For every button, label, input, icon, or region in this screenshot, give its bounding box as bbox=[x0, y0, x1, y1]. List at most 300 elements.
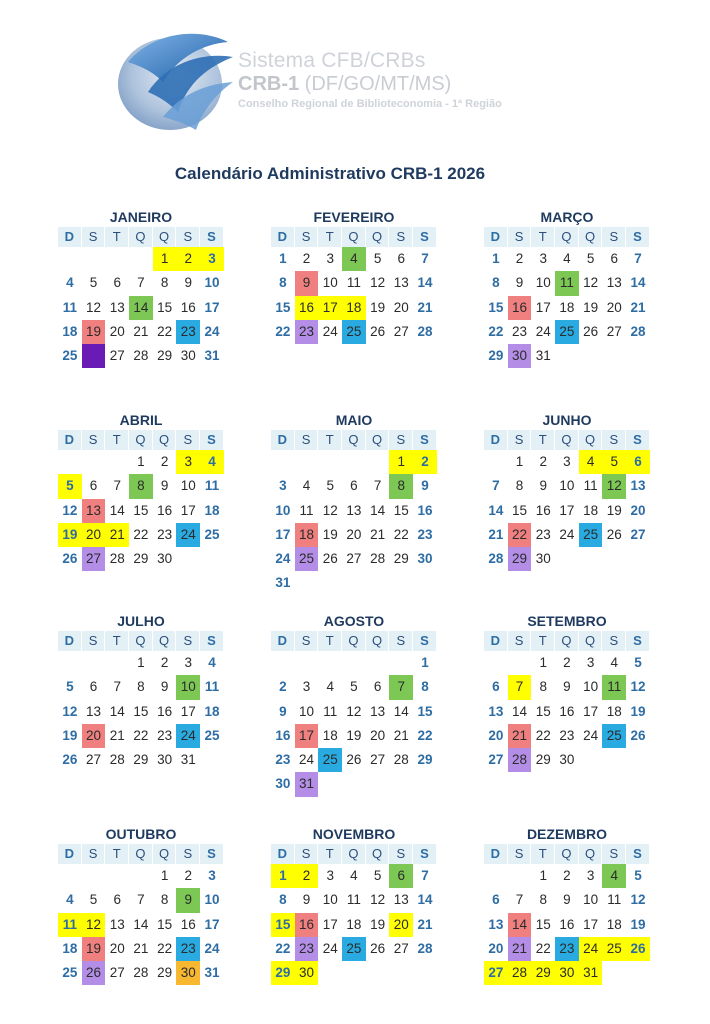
day-cell: 21 bbox=[370, 526, 386, 542]
day-cell: 28 bbox=[417, 323, 433, 339]
day-cell: 1 bbox=[271, 864, 295, 888]
weekday-header: Q bbox=[342, 430, 366, 450]
weekday-header: S bbox=[176, 631, 200, 651]
day-cell: 6 bbox=[89, 478, 98, 494]
day-cell: 26 bbox=[626, 937, 650, 961]
day-cell: 23 bbox=[555, 937, 579, 961]
day-cell: 19 bbox=[630, 703, 646, 719]
day-cell: 9 bbox=[421, 478, 429, 494]
empty-day-cell bbox=[342, 450, 366, 474]
day-cell: 17 bbox=[583, 916, 599, 932]
weekday-header: S bbox=[413, 430, 437, 450]
weekday-header: S bbox=[413, 844, 437, 864]
empty-day-cell bbox=[295, 450, 319, 474]
day-cell: 28 bbox=[133, 348, 149, 364]
weekday-header: D bbox=[271, 227, 295, 247]
weekday-header: S bbox=[295, 227, 319, 247]
day-cell: 28 bbox=[508, 961, 532, 985]
weekday-header: S bbox=[508, 631, 532, 651]
day-cell: 29 bbox=[271, 961, 295, 985]
day-cell: 15 bbox=[133, 703, 149, 719]
day-cell: 31 bbox=[579, 961, 603, 985]
empty-day-cell bbox=[105, 864, 129, 888]
brand-council-name: Conselho Regional de Biblioteconomia - 1ª Região bbox=[238, 98, 502, 110]
day-cell: 12 bbox=[370, 892, 386, 908]
day-cell: 6 bbox=[113, 275, 121, 291]
weekday-header: T bbox=[531, 227, 555, 247]
weekday-header: S bbox=[82, 844, 106, 864]
day-cell: 17 bbox=[275, 526, 291, 542]
day-cell: 3 bbox=[184, 655, 193, 670]
weekday-header: Q bbox=[579, 631, 603, 651]
month-days-grid bbox=[58, 631, 224, 772]
day-cell: 11 bbox=[323, 703, 338, 719]
day-cell: 18 bbox=[295, 523, 319, 547]
day-cell: 17 bbox=[318, 296, 342, 320]
day-cell: 11 bbox=[299, 502, 314, 518]
day-cell: 10 bbox=[583, 679, 599, 695]
header bbox=[0, 0, 710, 150]
day-cell: 7 bbox=[421, 251, 429, 266]
weekday-header: S bbox=[295, 430, 319, 450]
day-cell: 9 bbox=[515, 275, 524, 291]
weekday-header: T bbox=[105, 430, 129, 450]
day-cell: 20 bbox=[389, 913, 413, 937]
day-cell: 16 bbox=[559, 916, 575, 932]
month-7 bbox=[58, 611, 224, 772]
day-cell: 30 bbox=[417, 551, 433, 567]
day-cell: 18 bbox=[583, 502, 599, 518]
day-cell: 24 bbox=[583, 727, 599, 743]
day-cell: 1 bbox=[279, 251, 287, 266]
weekday-header: D bbox=[58, 631, 82, 651]
day-cell: 12 bbox=[602, 474, 626, 498]
day-cell: 19 bbox=[58, 523, 82, 547]
day-cell: 16 bbox=[180, 916, 196, 932]
day-cell: 30 bbox=[176, 961, 200, 985]
day-cell: 7 bbox=[389, 675, 413, 699]
day-cell: 6 bbox=[373, 679, 382, 695]
day-cell: 9 bbox=[539, 478, 547, 494]
day-cell: 5 bbox=[602, 450, 626, 474]
empty-day-cell bbox=[295, 651, 319, 675]
empty-day-cell bbox=[366, 651, 390, 675]
day-cell: 26 bbox=[346, 752, 362, 768]
day-cell: 20 bbox=[606, 299, 622, 315]
day-cell: 2 bbox=[539, 454, 547, 469]
day-cell: 22 bbox=[535, 727, 551, 743]
day-cell: 11 bbox=[204, 478, 220, 494]
day-cell: 9 bbox=[295, 271, 319, 295]
empty-day-cell bbox=[318, 651, 342, 675]
month-6 bbox=[484, 410, 650, 571]
day-cell: 17 bbox=[180, 703, 196, 719]
weekday-header: Q bbox=[366, 631, 390, 651]
day-cell: 8 bbox=[539, 892, 547, 908]
day-cell: 12 bbox=[630, 679, 646, 695]
day-cell: 29 bbox=[417, 752, 433, 768]
day-cell: 5 bbox=[373, 868, 382, 883]
weekday-header: S bbox=[508, 430, 532, 450]
weekday-header: T bbox=[531, 430, 555, 450]
day-cell: 19 bbox=[583, 299, 599, 315]
day-cell: 4 bbox=[66, 892, 74, 908]
day-cell: 18 bbox=[204, 502, 220, 518]
weekday-header: S bbox=[626, 227, 650, 247]
day-cell: 5 bbox=[586, 251, 595, 266]
day-cell: 17 bbox=[583, 703, 599, 719]
day-cell: 4 bbox=[302, 478, 311, 494]
day-cell: 28 bbox=[393, 752, 409, 768]
day-cell: 13 bbox=[488, 703, 504, 719]
day-cell: 1 bbox=[421, 655, 429, 670]
month-2 bbox=[271, 207, 437, 344]
day-cell: 13 bbox=[86, 703, 102, 719]
day-cell: 20 bbox=[488, 727, 504, 743]
day-cell: 5 bbox=[89, 892, 98, 908]
day-cell: 21 bbox=[133, 323, 149, 339]
day-cell: 7 bbox=[137, 275, 145, 291]
day-cell: 3 bbox=[200, 247, 224, 271]
day-cell: 8 bbox=[279, 275, 287, 291]
month-12 bbox=[484, 824, 650, 985]
day-cell: 22 bbox=[157, 940, 173, 956]
day-cell: 1 bbox=[389, 450, 413, 474]
month-days-grid bbox=[484, 631, 650, 772]
day-cell: 8 bbox=[129, 474, 153, 498]
day-cell: 29 bbox=[157, 348, 173, 364]
crb-logo-icon bbox=[108, 22, 238, 137]
day-cell: 24 bbox=[322, 940, 338, 956]
weekday-header: S bbox=[626, 844, 650, 864]
day-cell: 12 bbox=[322, 502, 338, 518]
month-name: JANEIRO bbox=[109, 209, 173, 225]
day-cell: 29 bbox=[488, 348, 504, 364]
day-cell: 30 bbox=[157, 752, 173, 768]
day-cell: 23 bbox=[512, 323, 528, 339]
weekday-header: S bbox=[602, 844, 626, 864]
day-cell: 13 bbox=[109, 299, 125, 315]
day-cell: 8 bbox=[539, 679, 547, 695]
day-cell: 19 bbox=[346, 727, 362, 743]
day-cell: 8 bbox=[160, 275, 169, 291]
day-cell: 25 bbox=[342, 320, 366, 344]
day-cell: 15 bbox=[275, 299, 291, 315]
weekday-header: S bbox=[508, 227, 532, 247]
weekday-header: S bbox=[200, 844, 224, 864]
day-cell: 20 bbox=[346, 526, 362, 542]
day-cell: 1 bbox=[153, 247, 177, 271]
empty-day-cell bbox=[484, 864, 508, 888]
day-cell: 22 bbox=[535, 940, 551, 956]
day-cell: 11 bbox=[346, 892, 361, 908]
month-name: FEVEREIRO bbox=[313, 209, 395, 225]
empty-day-cell bbox=[82, 247, 106, 271]
day-cell: 8 bbox=[421, 679, 429, 695]
empty-day-cell bbox=[389, 651, 413, 675]
weekday-header: Q bbox=[555, 631, 579, 651]
weekday-header: S bbox=[176, 227, 200, 247]
day-cell: 25 bbox=[602, 937, 626, 961]
day-cell: 10 bbox=[559, 478, 575, 494]
day-cell: 25 bbox=[204, 727, 220, 743]
day-cell: 19 bbox=[62, 727, 78, 743]
day-cell: 31 bbox=[295, 772, 319, 796]
day-cell: 16 bbox=[157, 502, 173, 518]
weekday-header: S bbox=[413, 227, 437, 247]
day-cell: 4 bbox=[579, 450, 603, 474]
day-cell: 4 bbox=[610, 655, 619, 670]
day-cell: 12 bbox=[583, 275, 599, 291]
day-cell: 21 bbox=[417, 916, 433, 932]
day-cell: 5 bbox=[89, 275, 98, 291]
day-cell: 31 bbox=[180, 752, 196, 768]
day-cell: 6 bbox=[350, 478, 358, 494]
month-10 bbox=[58, 824, 224, 985]
day-cell: 9 bbox=[176, 888, 200, 912]
day-cell: 11 bbox=[607, 892, 622, 908]
day-cell: 7 bbox=[137, 892, 145, 908]
day-cell: 14 bbox=[133, 916, 149, 932]
day-cell: 2 bbox=[413, 450, 437, 474]
day-cell: 5 bbox=[326, 478, 334, 494]
weekday-header: S bbox=[295, 844, 319, 864]
empty-day-cell bbox=[484, 651, 508, 675]
day-cell: 20 bbox=[82, 724, 106, 748]
month-name: MAIO bbox=[335, 412, 373, 428]
month-name: AGOSTO bbox=[323, 613, 385, 629]
weekday-header: Q bbox=[579, 430, 603, 450]
month-5 bbox=[271, 410, 437, 596]
day-cell: 18 bbox=[346, 916, 362, 932]
day-cell: 19 bbox=[82, 937, 106, 961]
day-cell: 25 bbox=[555, 320, 579, 344]
page-title: Calendário Administrativo CRB-1 2026 bbox=[174, 164, 486, 183]
day-cell: 4 bbox=[208, 655, 216, 670]
day-cell: 21 bbox=[488, 526, 504, 542]
day-cell: 24 bbox=[535, 323, 551, 339]
day-cell: 23 bbox=[295, 937, 319, 961]
day-cell: 13 bbox=[606, 275, 622, 291]
day-cell: 1 bbox=[539, 655, 547, 670]
day-cell: 26 bbox=[322, 551, 338, 567]
day-cell: 29 bbox=[531, 961, 555, 985]
weekday-header: Q bbox=[555, 844, 579, 864]
month-1 bbox=[58, 207, 224, 368]
empty-day-cell bbox=[129, 247, 153, 271]
day-cell: 27 bbox=[370, 752, 386, 768]
day-cell: 27 bbox=[393, 940, 409, 956]
day-cell: 3 bbox=[208, 868, 216, 883]
day-cell: 15 bbox=[535, 703, 551, 719]
day-cell: 26 bbox=[630, 727, 646, 743]
day-cell: 9 bbox=[563, 679, 571, 695]
day-cell: 14 bbox=[630, 275, 646, 291]
weekday-header: Q bbox=[153, 430, 177, 450]
day-cell: 17 bbox=[535, 299, 551, 315]
day-cell: 3 bbox=[586, 868, 595, 883]
day-cell: 27 bbox=[86, 752, 102, 768]
day-cell: 6 bbox=[492, 892, 500, 908]
day-cell: 30 bbox=[295, 961, 319, 985]
day-cell: 15 bbox=[393, 502, 409, 518]
brand-crb-name bbox=[238, 73, 502, 95]
day-cell: 30 bbox=[508, 344, 532, 368]
day-cell: 10 bbox=[204, 275, 220, 291]
month-days-grid bbox=[271, 844, 437, 985]
day-cell: 2 bbox=[515, 251, 524, 266]
empty-day-cell bbox=[508, 864, 532, 888]
weekday-header: D bbox=[484, 227, 508, 247]
day-cell: 4 bbox=[602, 864, 626, 888]
day-cell: 6 bbox=[389, 864, 413, 888]
day-cell: 25 bbox=[318, 748, 342, 772]
day-cell: 18 bbox=[559, 299, 575, 315]
brand-system-name: Sistema CFB/CRBs bbox=[238, 49, 426, 72]
day-cell: 31 bbox=[204, 348, 220, 364]
day-cell: 25 bbox=[342, 937, 366, 961]
day-cell: 22 bbox=[488, 323, 504, 339]
day-cell: 8 bbox=[279, 892, 287, 908]
month-days-grid bbox=[484, 430, 650, 571]
day-cell: 3 bbox=[176, 450, 200, 474]
weekday-header: Q bbox=[129, 844, 153, 864]
day-cell: 10 bbox=[322, 892, 338, 908]
empty-day-cell bbox=[105, 247, 129, 271]
day-cell: 14 bbox=[109, 703, 125, 719]
weekday-header: T bbox=[318, 631, 342, 651]
day-cell: 20 bbox=[370, 727, 386, 743]
weekday-header: S bbox=[389, 430, 413, 450]
day-cell: 19 bbox=[82, 320, 106, 344]
day-cell: 30 bbox=[535, 551, 551, 567]
day-cell: 18 bbox=[62, 323, 78, 339]
weekday-header: T bbox=[318, 430, 342, 450]
day-cell: 23 bbox=[417, 526, 433, 542]
day-cell: 29 bbox=[133, 551, 149, 567]
brand-text bbox=[238, 50, 502, 111]
day-cell: 1 bbox=[160, 868, 169, 883]
weekday-header: S bbox=[602, 227, 626, 247]
day-cell: 23 bbox=[176, 937, 200, 961]
day-cell: 22 bbox=[417, 727, 433, 743]
day-cell: 1 bbox=[137, 454, 145, 469]
weekday-header: Q bbox=[129, 430, 153, 450]
day-cell: 19 bbox=[322, 526, 338, 542]
day-cell: 7 bbox=[421, 868, 429, 883]
weekday-header: T bbox=[105, 844, 129, 864]
day-cell: 22 bbox=[508, 523, 532, 547]
day-cell: 10 bbox=[180, 478, 196, 494]
day-cell: 27 bbox=[109, 348, 125, 364]
weekday-header: Q bbox=[153, 227, 177, 247]
day-cell: 22 bbox=[275, 323, 291, 339]
day-cell: 6 bbox=[492, 679, 500, 695]
day-cell: 10 bbox=[583, 892, 599, 908]
weekday-header: D bbox=[271, 844, 295, 864]
day-cell: 16 bbox=[180, 299, 196, 315]
day-cell: 21 bbox=[508, 937, 532, 961]
brand-crb-states: (DF/GO/MT/MS) bbox=[299, 73, 452, 95]
day-cell: 25 bbox=[295, 547, 319, 571]
day-cell: 28 bbox=[133, 965, 149, 981]
day-cell: 28 bbox=[109, 551, 125, 567]
day-cell: 14 bbox=[370, 502, 386, 518]
day-cell: 8 bbox=[389, 474, 413, 498]
empty-day-cell bbox=[105, 450, 129, 474]
day-cell: 12 bbox=[346, 703, 362, 719]
day-cell: 8 bbox=[515, 478, 524, 494]
weekday-header: Q bbox=[579, 227, 603, 247]
weekday-header: S bbox=[389, 227, 413, 247]
day-cell: 6 bbox=[89, 679, 98, 695]
month-days-grid bbox=[271, 631, 437, 797]
weekday-header: D bbox=[271, 430, 295, 450]
day-cell: 7 bbox=[113, 478, 121, 494]
day-cell: 28 bbox=[630, 323, 646, 339]
day-cell: 12 bbox=[62, 703, 78, 719]
day-cell: 15 bbox=[157, 916, 173, 932]
day-cell: 18 bbox=[606, 703, 622, 719]
weekday-header: S bbox=[82, 631, 106, 651]
day-cell: 3 bbox=[302, 679, 311, 695]
day-cell: 23 bbox=[559, 727, 575, 743]
day-cell: 22 bbox=[133, 727, 149, 743]
day-cell: 21 bbox=[105, 523, 129, 547]
day-cell: 3 bbox=[539, 251, 547, 266]
weekday-header: Q bbox=[153, 631, 177, 651]
day-cell: 16 bbox=[295, 913, 319, 937]
day-cell: 1 bbox=[137, 655, 145, 670]
day-cell: 12 bbox=[86, 299, 102, 315]
day-cell: 26 bbox=[370, 940, 386, 956]
day-cell: 12 bbox=[370, 275, 386, 291]
day-cell: 18 bbox=[342, 296, 366, 320]
day-cell: 8 bbox=[160, 892, 169, 908]
day-cell: 21 bbox=[393, 727, 409, 743]
weekday-header: D bbox=[58, 844, 82, 864]
day-cell: 13 bbox=[630, 478, 646, 494]
day-cell: 11 bbox=[346, 275, 361, 291]
month-9 bbox=[484, 611, 650, 772]
day-cell: 9 bbox=[160, 478, 169, 494]
day-cell: 17 bbox=[204, 916, 220, 932]
day-cell: 21 bbox=[133, 940, 149, 956]
day-cell: 1 bbox=[492, 251, 500, 266]
day-cell: 3 bbox=[586, 655, 595, 670]
day-cell: 28 bbox=[109, 752, 125, 768]
day-cell: 24 bbox=[204, 323, 220, 339]
day-cell: 5 bbox=[66, 679, 74, 695]
day-cell: 22 bbox=[157, 323, 173, 339]
day-cell: 12 bbox=[62, 502, 78, 518]
weekday-header: S bbox=[413, 631, 437, 651]
day-cell: 2 bbox=[295, 864, 319, 888]
day-cell: 31 bbox=[275, 575, 291, 591]
day-cell: 4 bbox=[66, 275, 74, 291]
weekday-header: Q bbox=[555, 430, 579, 450]
day-cell: 31 bbox=[204, 965, 220, 981]
day-cell: 24 bbox=[204, 940, 220, 956]
day-cell: 14 bbox=[512, 703, 528, 719]
day-cell: 24 bbox=[275, 551, 291, 567]
day-cell: 27 bbox=[82, 547, 106, 571]
day-cell: 30 bbox=[559, 752, 575, 768]
weekday-header: S bbox=[508, 844, 532, 864]
weekday-header: D bbox=[271, 631, 295, 651]
day-cell: 27 bbox=[606, 323, 622, 339]
day-cell: 23 bbox=[176, 320, 200, 344]
